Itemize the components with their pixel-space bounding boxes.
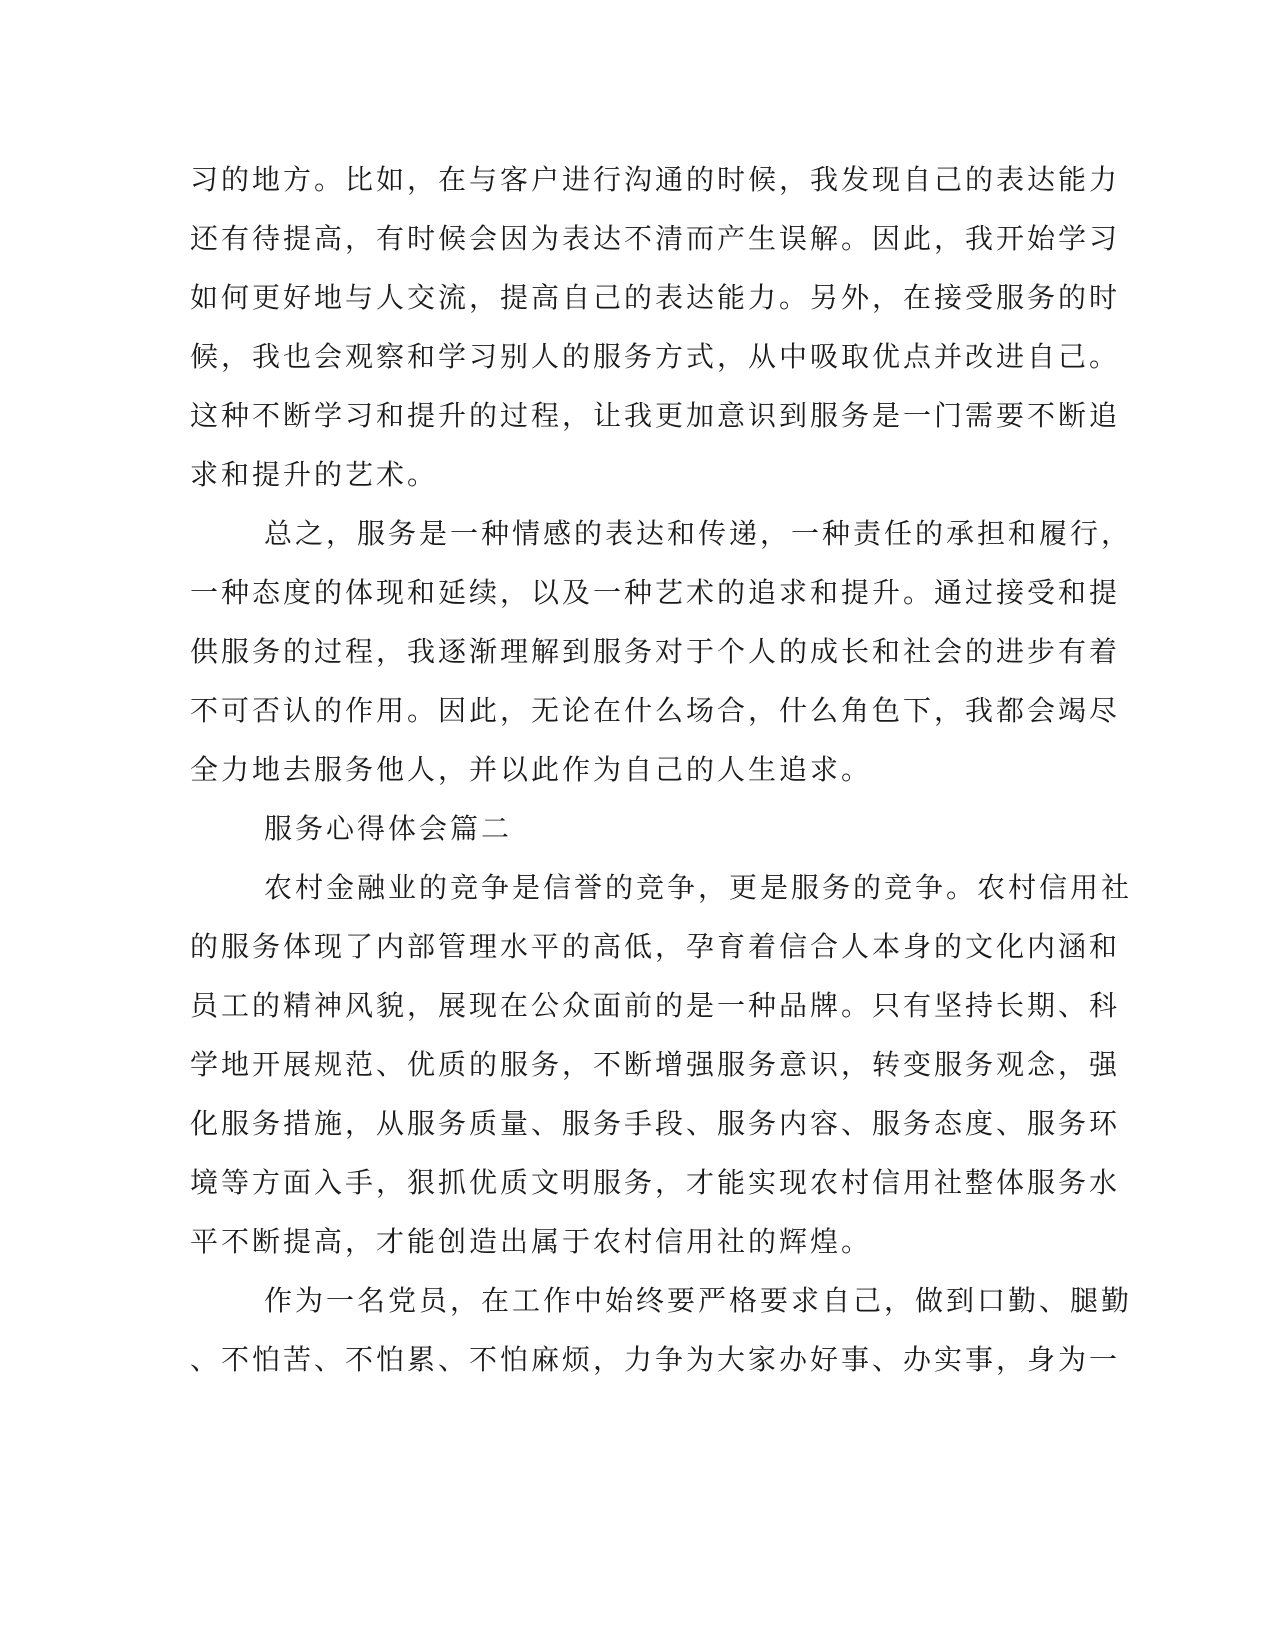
text-line: 、不怕苦、不怕累、不怕麻烦，力争为大家办好事、办实事，身为一 [190,1343,1121,1376]
text-line: 学地开展规范、优质的服务，不断增强服务意识，转变服务观念，强 [190,1048,1121,1081]
text-line: 候，我也会观察和学习别人的服务方式，从中吸取优点并改进自己。 [190,340,1121,373]
text-line: 的服务体现了内部管理水平的高低，孕育着信合人本身的文化内涵和 [190,930,1121,963]
text-line: 习的地方。比如，在与客户进行沟通的时候，我发现自己的表达能力 [190,163,1121,196]
text-line: 境等方面入手，狠抓优质文明服务，才能实现农村信用社整体服务水 [190,1166,1121,1199]
text-line: 还有待提高，有时候会因为表达不清而产生误解。因此，我开始学习 [190,222,1121,255]
text-line: 员工的精神风貌，展现在公众面前的是一种品牌。只有坚持长期、科 [190,989,1121,1022]
paragraph-start-line: 作为一名党员，在工作中始终要严格要求自己，做到口勤、腿勤 [264,1284,1133,1317]
text-line: 不可否认的作用。因此，无论在什么场合，什么角色下，我都会竭尽 [190,694,1121,727]
text-line: 如何更好地与人交流，提高自己的表达能力。另外，在接受服务的时 [190,281,1121,314]
section-heading: 服务心得体会篇二 [264,812,513,845]
text-line: 全力地去服务他人，并以此作为自己的人生追求。 [190,753,873,786]
text-line: 供服务的过程，我逐渐理解到服务对于个人的成长和社会的进步有着 [190,635,1121,668]
text-line: 平不断提高，才能创造出属于农村信用社的辉煌。 [190,1225,873,1258]
text-line: 一种态度的体现和延续，以及一种艺术的追求和提升。通过接受和提 [190,576,1121,609]
paragraph-start-line: 总之，服务是一种情感的表达和传递，一种责任的承担和履行， [264,517,1133,550]
text-line: 求和提升的艺术。 [190,458,439,491]
text-line: 化服务措施，从服务质量、服务手段、服务内容、服务态度、服务环 [190,1107,1121,1140]
paragraph-start-line: 农村金融业的竞争是信誉的竞争，更是服务的竞争。农村信用社 [264,871,1133,904]
text-line: 这种不断学习和提升的过程，让我更加意识到服务是一门需要不断追 [190,399,1121,432]
